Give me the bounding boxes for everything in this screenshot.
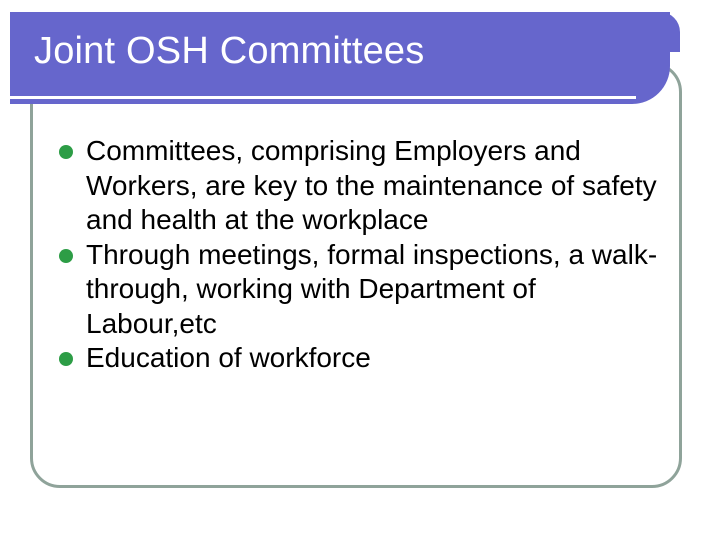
bullet-item [58, 134, 658, 238]
slide-title: Joint OSH Committees [34, 30, 425, 72]
title-underline [10, 96, 636, 99]
bullet-item [58, 238, 658, 342]
bullet-text: Committees, comprising Employers and Workers, are key to the maintenance of safety and health at the workplace [86, 135, 657, 235]
bullet-item [58, 341, 658, 376]
bullet-icon [59, 145, 73, 159]
bullet-list [58, 134, 658, 376]
bullet-text: Education of workforce [86, 342, 371, 373]
bullet-text: Through meetings, formal inspections, a walk-through, working with Department of Labour,etc [86, 238, 658, 339]
bullet-icon [59, 352, 73, 366]
bullet-icon [59, 249, 73, 263]
